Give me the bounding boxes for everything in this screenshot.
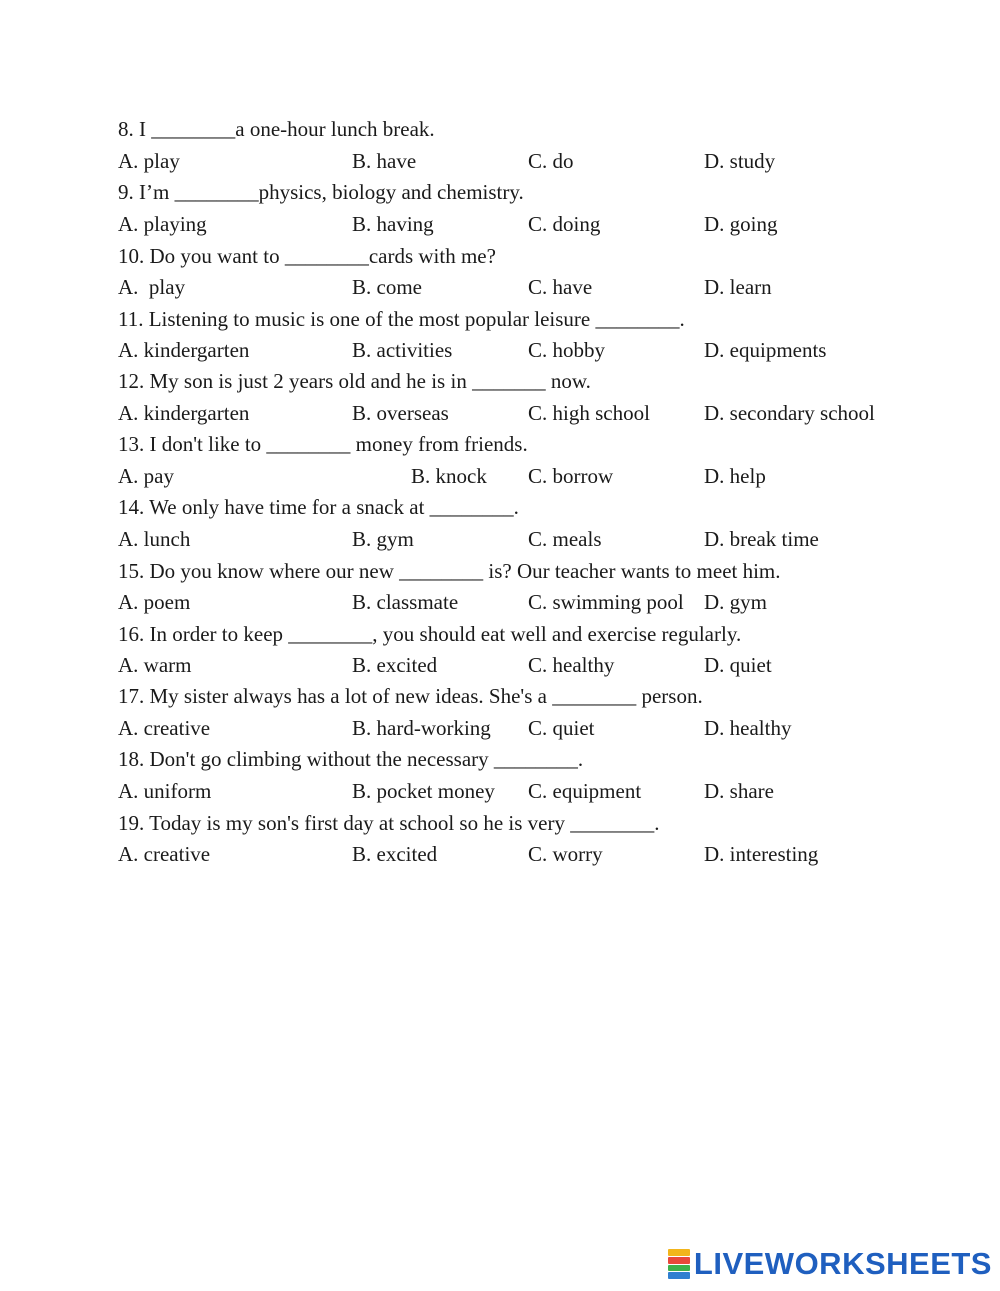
question-19: 19. Today is my son's first day at school so he is very ________. (118, 811, 660, 835)
question-10: 10. Do you want to ________cards with me? (118, 244, 496, 268)
q13-option-a: A. pay (118, 464, 174, 488)
q9-option-b: B. having (352, 212, 434, 236)
logo-block-red (668, 1257, 690, 1264)
question-8: 8. I ________a one-hour lunch break. (118, 117, 435, 141)
q12-option-c: C. high school (528, 401, 650, 425)
q18-option-d: D. share (704, 779, 774, 803)
q12-option-b: B. overseas (352, 401, 449, 425)
q13-option-c: C. borrow (528, 464, 614, 488)
q11-option-b: B. activities (352, 338, 453, 362)
q17-option-d: D. healthy (704, 716, 792, 740)
q18-option-c: C. equipment (528, 779, 642, 803)
q10-option-c: C. have (528, 275, 593, 299)
q19-option-b: B. excited (352, 842, 438, 866)
liveworksheets-brand (668, 1247, 992, 1281)
q16-option-d: D. quiet (704, 653, 772, 677)
q13-option-b: B. knock (411, 464, 487, 488)
q16-option-c: C. healthy (528, 653, 615, 677)
q15-option-a: A. poem (118, 590, 191, 614)
q9-option-c: C. doing (528, 212, 601, 236)
logo-block-green (668, 1265, 690, 1272)
q17-option-c: C. quiet (528, 716, 595, 740)
q17-option-b: B. hard-working (352, 716, 491, 740)
q13-option-d: D. help (704, 464, 766, 488)
q17-option-a: A. creative (118, 716, 211, 740)
q19-option-c: C. worry (528, 842, 603, 866)
q8-option-b: B. have (352, 149, 417, 173)
q9-option-d: D. going (704, 212, 778, 236)
q11-option-d: D. equipments (704, 338, 827, 362)
question-12: 12. My son is just 2 years old and he is in _______ now. (118, 369, 591, 393)
q14-option-d: D. break time (704, 527, 819, 551)
q15-option-b: B. classmate (352, 590, 459, 614)
q18-option-a: A. uniform (118, 779, 212, 803)
question-18: 18. Don't go climbing without the necessary ________. (118, 747, 584, 771)
q15-option-d: D. gym (704, 590, 767, 614)
question-14: 14. We only have time for a snack at ________. (118, 495, 519, 519)
question-16: 16. In order to keep ________, you should eat well and exercise regularly. (118, 622, 742, 646)
question-17: 17. My sister always has a lot of new ideas. She's a ________ person. (118, 684, 703, 708)
q10-option-d: D. learn (704, 275, 772, 299)
q19-option-a: A. creative (118, 842, 211, 866)
q18-option-b: B. pocket money (352, 779, 495, 803)
q8-option-d: D. study (704, 149, 776, 173)
q11-option-c: C. hobby (528, 338, 606, 362)
q8-option-a: A. play (118, 149, 180, 173)
question-15: 15. Do you know where our new ________ is? Our teacher wants to meet him. (118, 559, 781, 583)
brand-name: LIVEWORKSHEETS (693, 1246, 992, 1281)
logo-block-blue (668, 1272, 690, 1279)
q14-option-c: C. meals (528, 527, 602, 551)
q12-option-a: A. kindergarten (118, 401, 250, 425)
q10-option-a: A. play (118, 275, 186, 299)
q12-option-d: D. secondary school (704, 401, 875, 425)
question-13: 13. I don't like to ________ money from friends. (118, 432, 528, 456)
q11-option-a: A. kindergarten (118, 338, 250, 362)
q9-option-a: A. playing (118, 212, 207, 236)
q15-option-c: C. swimming pool (528, 590, 684, 614)
question-9: 9. I’m ________physics, biology and chemistry. (118, 180, 524, 204)
q10-option-b: B. come (352, 275, 422, 299)
q8-option-c: C. do (528, 149, 574, 173)
q16-option-a: A. warm (118, 653, 192, 677)
q16-option-b: B. excited (352, 653, 438, 677)
q14-option-a: A. lunch (118, 527, 191, 551)
logo-block-yellow (668, 1249, 690, 1256)
question-11: 11. Listening to music is one of the most popular leisure ________. (118, 307, 685, 331)
q19-option-d: D. interesting (704, 842, 819, 866)
liveworksheets-logo-icon (668, 1249, 690, 1279)
q14-option-b: B. gym (352, 527, 414, 551)
